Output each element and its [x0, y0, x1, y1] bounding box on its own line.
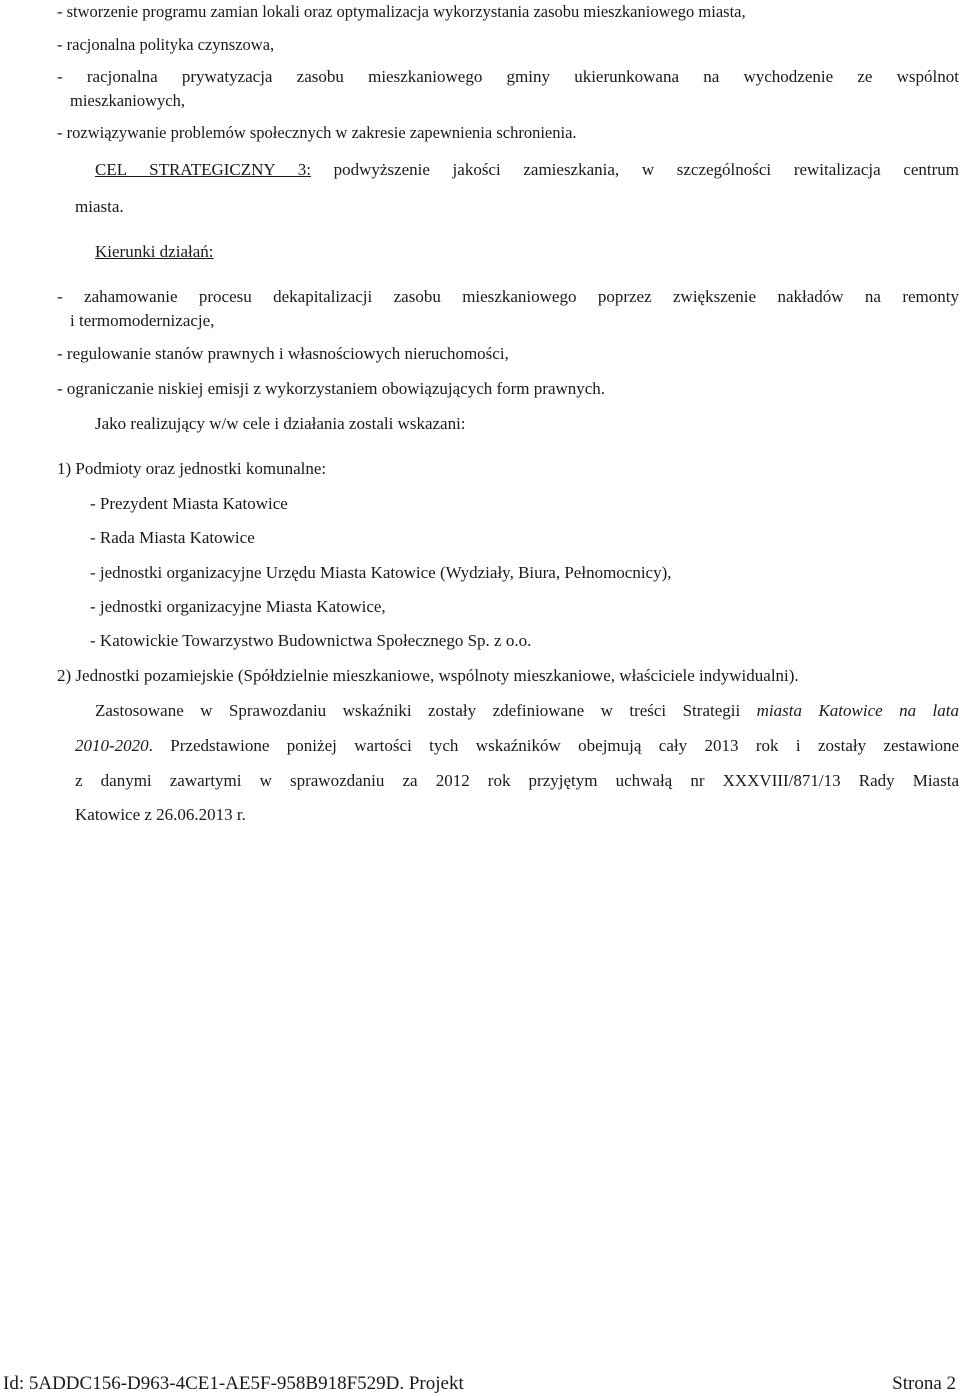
list-item-continuation: mieszkaniowych, — [70, 91, 186, 110]
strategic-goal-text: podwyższenie jakości zamieszkania, w szczególności rewitalizacja centrum — [310, 160, 959, 179]
list-item: - regulowanie stanów prawnych i własnościowych nieruchomości, — [57, 344, 509, 363]
list-item: - Katowickie Towarzystwo Budownictwa Społecznego Sp. z o.o. — [90, 631, 532, 650]
closing-paragraph-line — [75, 734, 959, 758]
strategic-goal-continuation: miasta. — [75, 197, 124, 216]
footer-document-id: Id: 5ADDC156-D963-4CE1-AE5F-958B918F529D. Projekt — [3, 1373, 464, 1394]
closing-paragraph-line: z danymi zawartymi w sprawozdaniu za 2012 rok przyjętym uchwałą nr XXXVIII/871/13 Rady Miasta — [75, 771, 959, 790]
directions-heading: Kierunki działań: — [95, 242, 214, 261]
closing-italic: 2010-2020 — [75, 736, 149, 755]
strategic-goal-heading — [95, 158, 959, 182]
group1-title: 1) Podmioty oraz jednostki komunalne: — [57, 459, 327, 478]
list-item: - jednostki organizacyjne Miasta Katowice, — [90, 597, 386, 616]
list-item: - racjonalna polityka czynszowa, — [57, 35, 275, 54]
implementers-intro: Jako realizujący w/w cele i działania zostali wskazani: — [95, 414, 466, 433]
closing-text: . Przedstawione poniżej wartości tych wskaźników obejmują cały 2013 rok i zostały zestawione — [148, 736, 959, 755]
list-item: - zahamowanie procesu dekapitalizacji zasobu mieszkaniowego poprzez zwiększenie nakładów na remonty — [57, 287, 959, 306]
closing-paragraph-line: Katowice z 26.06.2013 r. — [75, 805, 246, 824]
footer-page-number: Strona 2 — [892, 1373, 956, 1394]
closing-paragraph-line — [95, 699, 959, 723]
list-item: - Prezydent Miasta Katowice — [90, 494, 288, 513]
list-item: - Rada Miasta Katowice — [90, 528, 255, 547]
list-item: - ograniczanie niskiej emisji z wykorzystaniem obowiązujących form prawnych. — [57, 379, 606, 398]
list-item: - racjonalna prywatyzacja zasobu mieszkaniowego gminy ukierunkowana na wychodzenie ze wspólnot — [57, 67, 959, 86]
list-item: - jednostki organizacyjne Urzędu Miasta Katowice (Wydziały, Biura, Pełnomocnicy), — [90, 563, 672, 582]
list-item-continuation: i termomodernizacje, — [70, 311, 215, 330]
list-item: - rozwiązywanie problemów społecznych w zakresie zapewnienia schronienia. — [57, 123, 577, 142]
list-item: - stworzenie programu zamian lokali oraz optymalizacja wykorzystania zasobu mieszkaniowego miasta, — [57, 2, 746, 21]
closing-text: Zastosowane w Sprawozdaniu wskaźniki zostały zdefiniowane w treści Strategii — [95, 701, 757, 720]
group2-title: 2) Jednostki pozamiejskie (Spółdzielnie mieszkaniowe, wspólnoty mieszkaniowe, właściciele indywidualni). — [57, 666, 799, 685]
strategic-goal-label: CEL STRATEGICZNY 3: — [95, 160, 311, 179]
closing-italic: miasta Katowice na lata — [756, 701, 960, 720]
